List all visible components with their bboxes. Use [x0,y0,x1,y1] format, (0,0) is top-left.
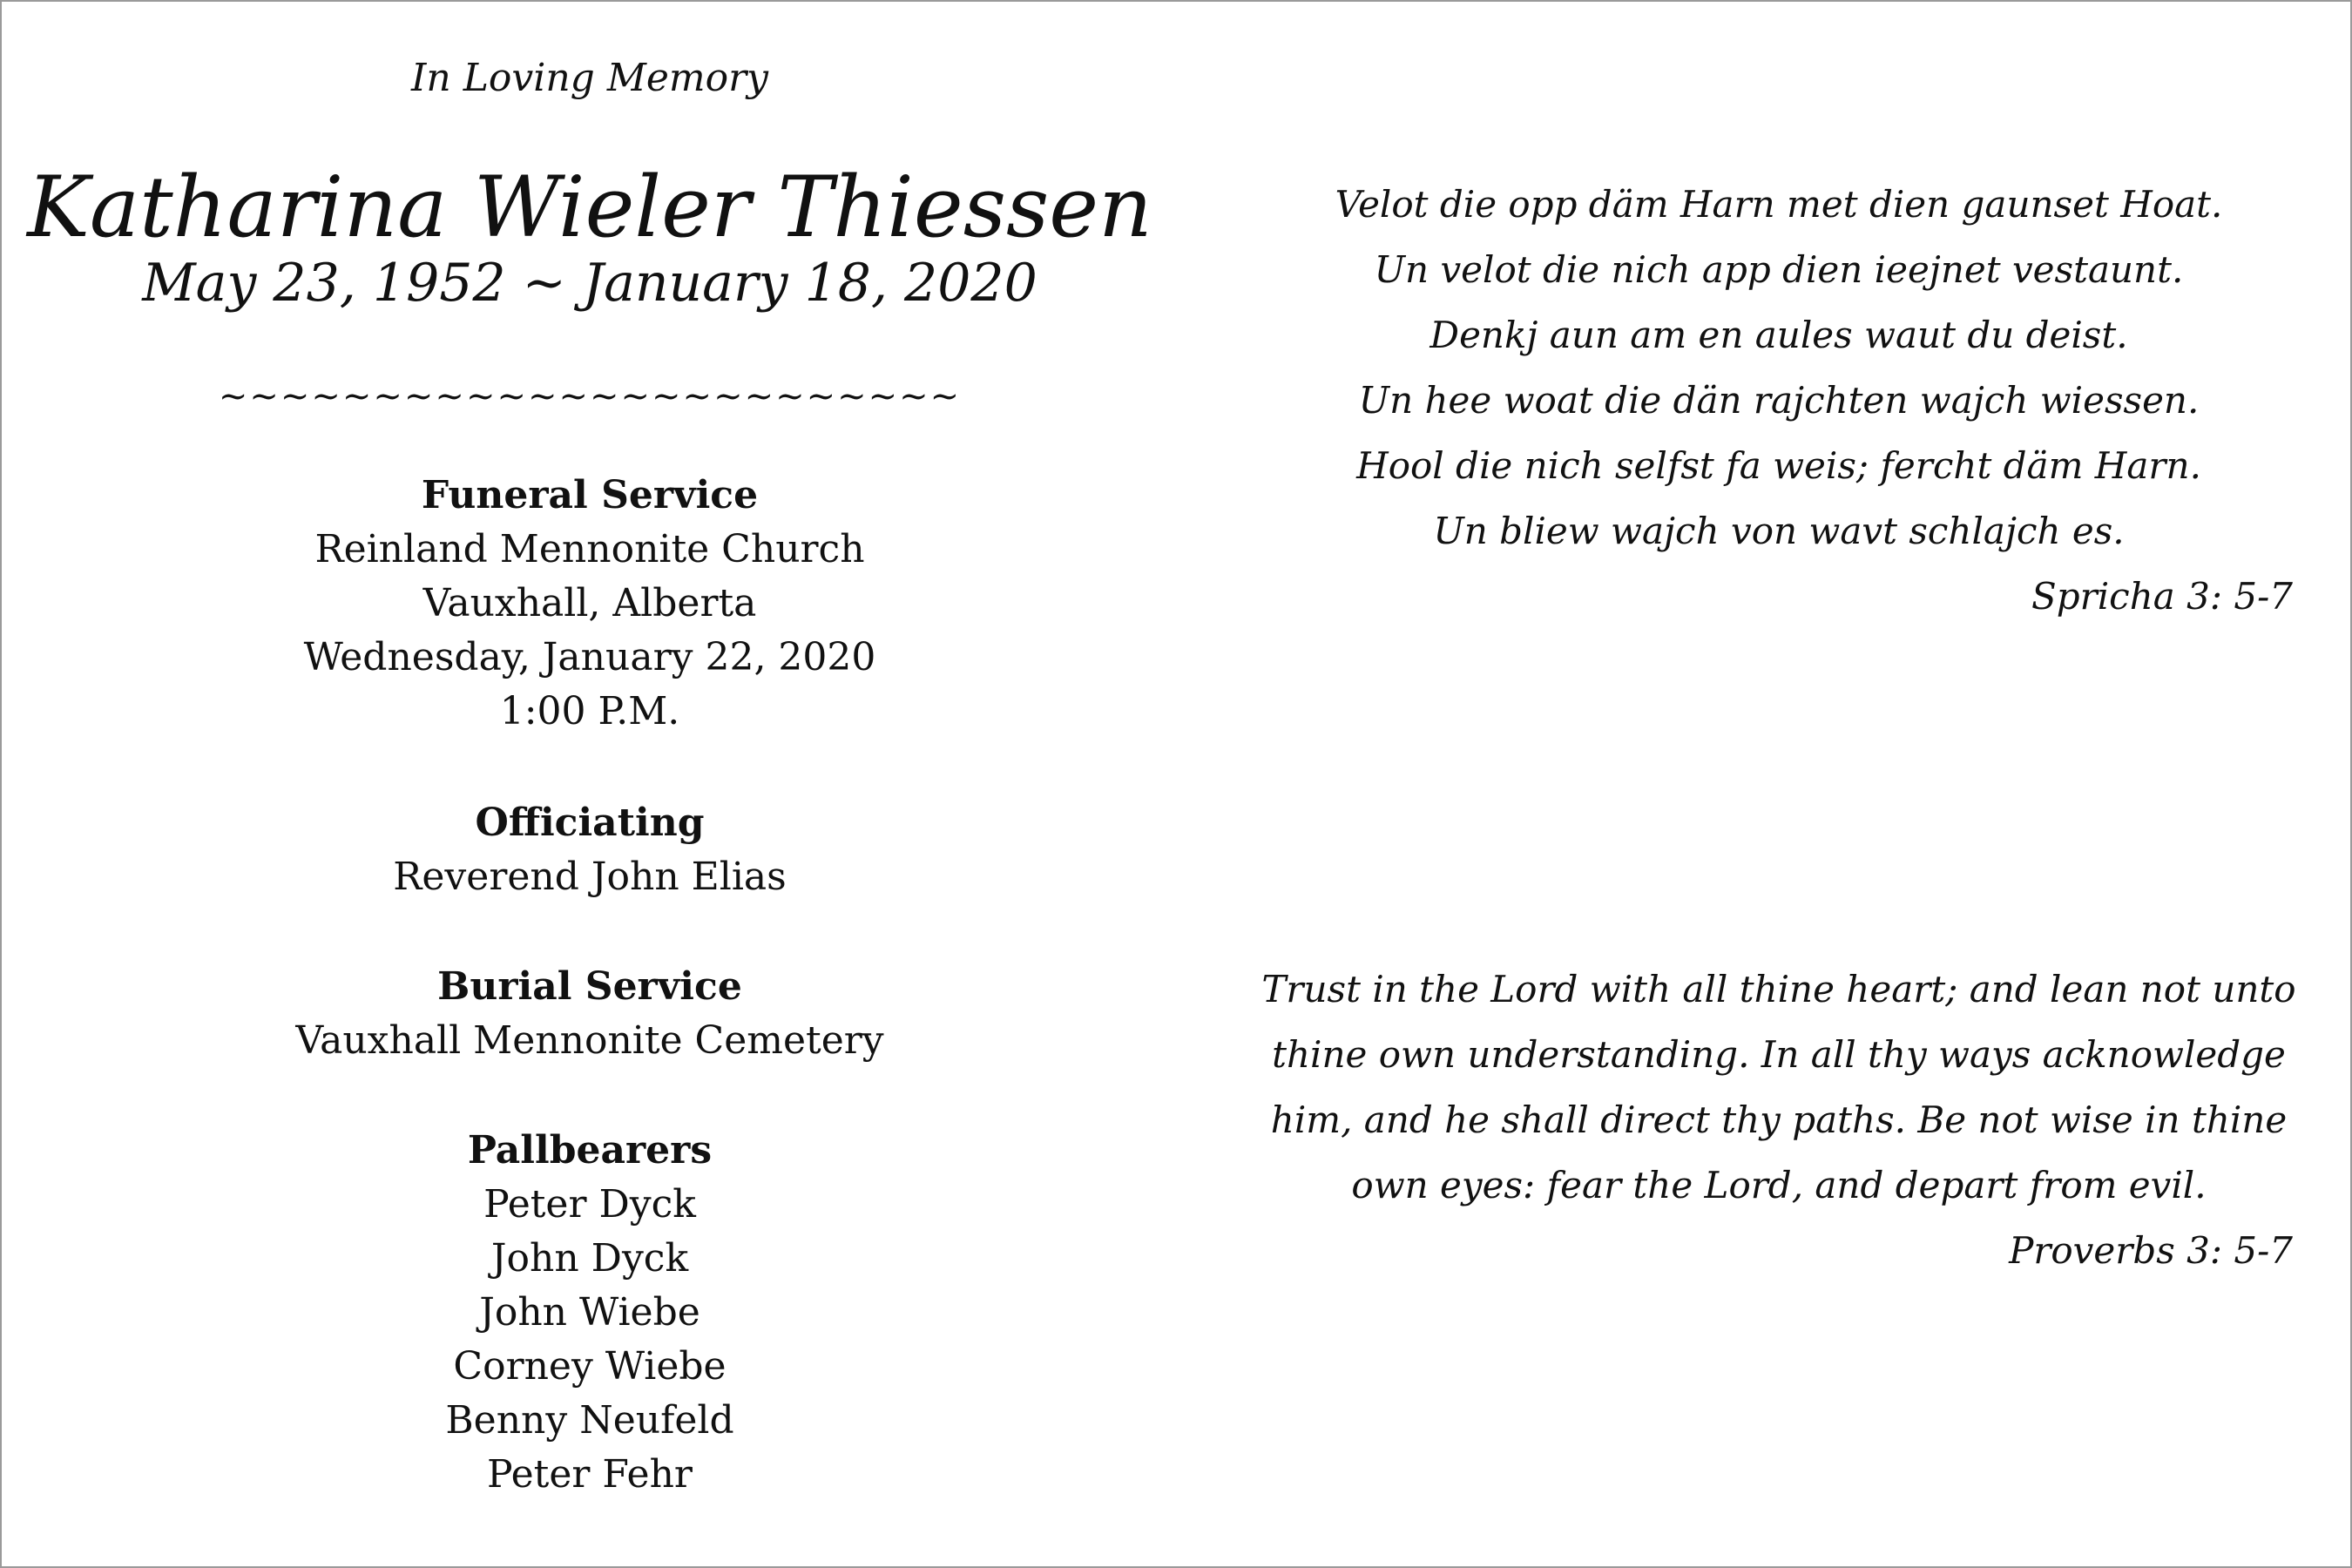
verse-line: Trust in the Lord with all thine heart; and lean not unto [1261,968,2296,1010]
officiating-heading: Officiating [475,801,705,845]
verse-line: Un bliew wajch von wavt schlajch es. [1433,510,2125,552]
funeral-church: Reinland Mennonite Church [314,527,865,571]
funeral-service-section [2,469,1178,739]
verse-line: Hool die nich selfst fa weis; fercht däm Harn. [1356,444,2201,487]
verse-line: own eyes: fear the Lord, and depart from evil. [1351,1164,2207,1206]
pallbearer-name: John Dyck [490,1236,689,1281]
verse-reference: Spricha 3: 5-7 [2031,575,2293,618]
pallbearer-name: Peter Dyck [483,1182,696,1227]
pallbearer-name: John Wiebe [479,1290,700,1335]
burial-place: Vauxhall Mennonite Cemetery [295,1018,884,1063]
verse-line: him, and he shall direct thy paths. Be not wise in thine [1270,1098,2288,1141]
tilde-divider: ~~~~~~~~~~~~~~~~~~~~~~~~ [218,376,962,416]
life-dates: May 23, 1952 ~ January 18, 2020 [142,253,1037,314]
plautdietsch-verse [1239,172,2319,629]
verse-line: Denkj aun am en aules waut du deist. [1429,314,2128,356]
pallbearers-section [2,1124,1178,1502]
deceased-name: Katharina Wieler Thiessen [27,159,1152,256]
english-verse [1239,956,2319,1283]
pallbearer-name: Benny Neufeld [445,1398,734,1443]
verse-line: Un hee woat die dän rajchten wajch wiessen. [1358,379,2200,422]
verse-line: Un velot die nich app dien ieejnet vestaunt. [1374,248,2184,291]
verse-line: thine own understanding. In all thy ways acknowledge [1272,1033,2286,1076]
funeral-time: 1:00 P.M. [499,689,680,733]
funeral-date: Wednesday, January 22, 2020 [303,635,876,679]
pallbearer-name: Peter Fehr [487,1452,693,1497]
pallbearer-name: Corney Wiebe [453,1344,727,1389]
funeral-service-heading: Funeral Service [421,473,759,517]
officiant-name: Reverend John Elias [393,855,787,899]
verse-reference: Proverbs 3: 5-7 [2009,1229,2293,1272]
pallbearers-heading: Pallbearers [467,1128,713,1173]
burial-service-section [2,960,1178,1068]
burial-service-heading: Burial Service [437,964,742,1009]
funeral-location: Vauxhall, Alberta [422,581,757,625]
officiating-section [2,796,1178,904]
verse-line: Velot die opp däm Harn met dien gaunset Hoat. [1335,183,2223,226]
memorial-caption: In Loving Memory [410,56,769,100]
